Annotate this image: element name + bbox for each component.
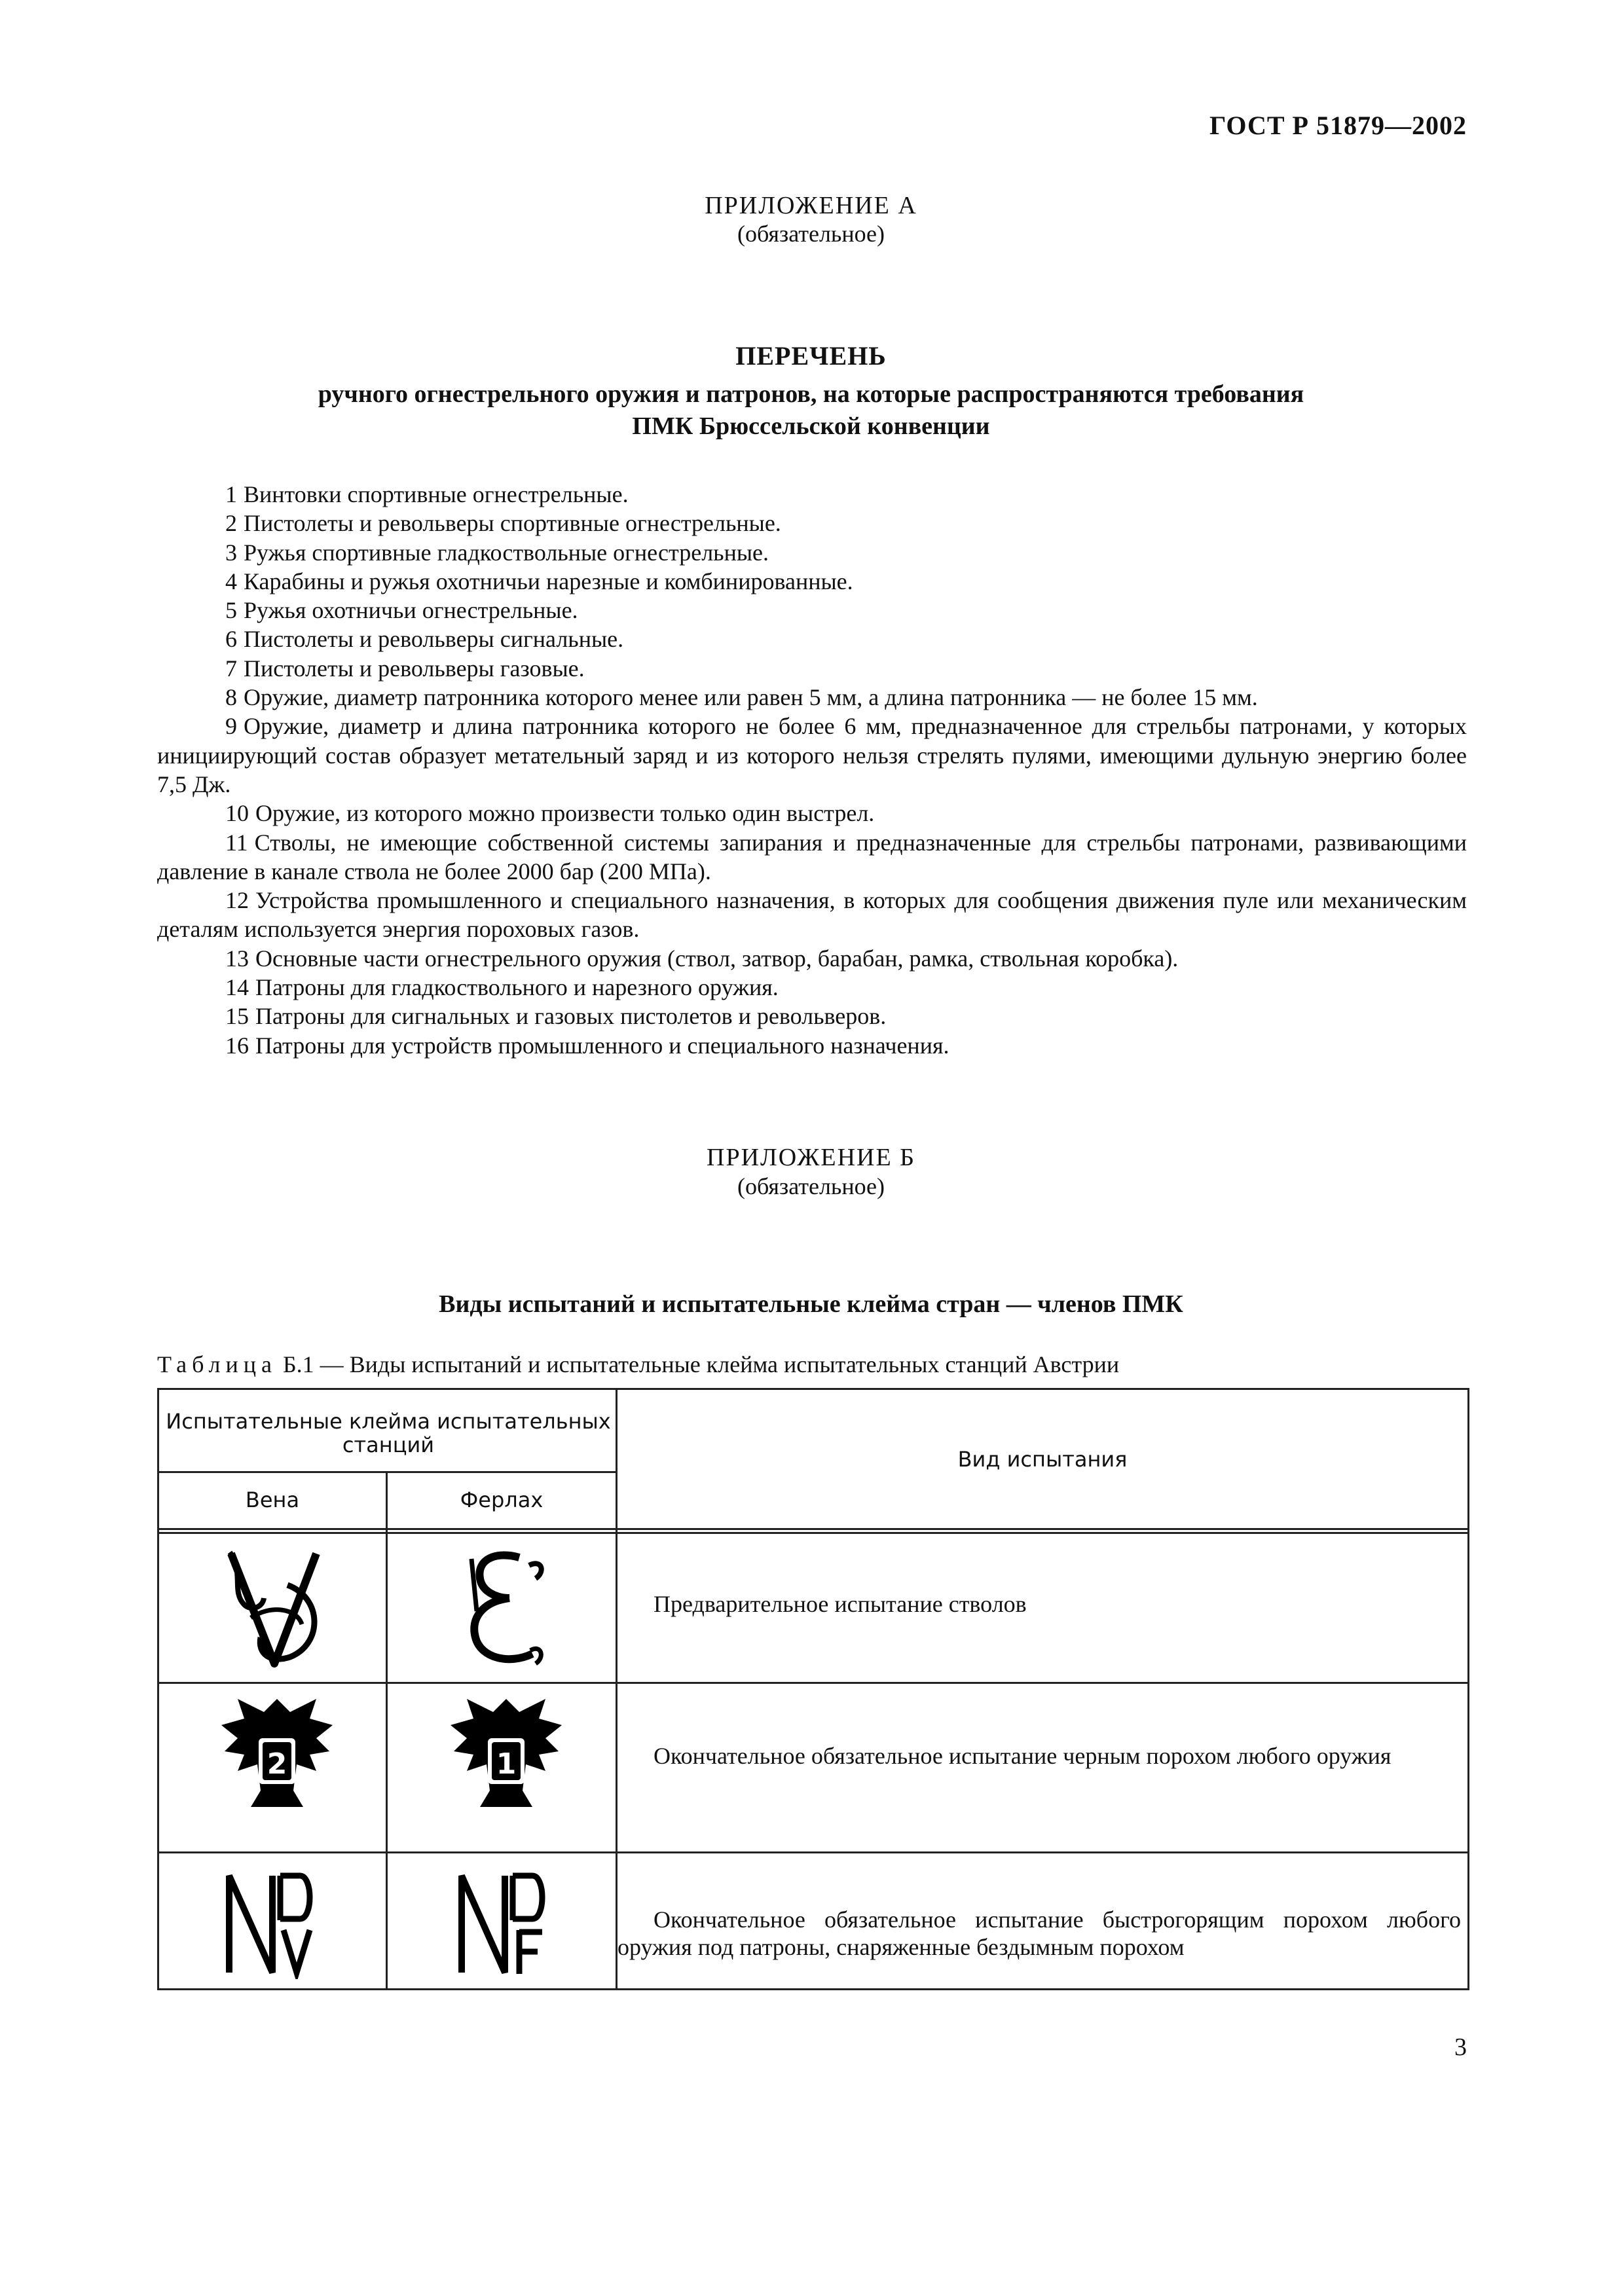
- caption-text: Б.1 — Виды испытаний и испытательные клейма испытательных станций Австрии: [282, 1351, 1120, 1377]
- items-list: [157, 480, 1467, 1060]
- table-caption: [157, 1351, 1119, 1378]
- ferlach-e-mark: [457, 1546, 549, 1670]
- vienna-v-mark: [225, 1546, 323, 1670]
- header-ferlach: Ферлах: [460, 1487, 544, 1512]
- list-subtitle-2: ПМК Брюссельской конвенции: [632, 412, 990, 440]
- ferlach-npf-mark: [454, 1868, 552, 1979]
- list-item: 16 Патроны для устройств промышленного и специального назначения.: [225, 1032, 949, 1059]
- vienna-npv-mark: [221, 1868, 320, 1979]
- standard-number: ГОСТ Р 51879—2002: [1209, 111, 1467, 140]
- list-title: ПЕРЕЧЕНЬ: [735, 341, 887, 371]
- ferlach-eagle-mark: [447, 1692, 565, 1817]
- appendix-b-title: ПРИЛОЖЕНИЕ Б: [707, 1144, 915, 1171]
- list-item: 15 Патроны для сигнальных и газовых пистолетов и револьверов.: [225, 1003, 887, 1030]
- list-item: 4 Карабины и ружья охотничьи нарезные и комбинированные.: [225, 568, 853, 594]
- list-item: 13 Основные части огнестрельного оружия (ствол, затвор, барабан, рамка, ствольная коробка).: [225, 945, 1179, 972]
- caption-label: Таблица: [157, 1351, 277, 1377]
- vienna-eagle-number: 2: [267, 1747, 287, 1781]
- appendix-a-title: ПРИЛОЖЕНИЕ А: [705, 192, 917, 219]
- page-number: 3: [1454, 2033, 1467, 2061]
- list-item: 14 Патроны для гладкоствольного и нарезного оружия.: [225, 974, 779, 1001]
- test-marks-table: [157, 1388, 1469, 1990]
- list-item: 1 Винтовки спортивные огнестрельные.: [225, 481, 629, 507]
- appendix-b-heading: Виды испытаний и испытательные клейма стран — членов ПМК: [439, 1290, 1183, 1318]
- header-stations: Испытательные клейма испытательных станций: [166, 1409, 611, 1457]
- list-item: 10 Оружие, из которого можно произвести только один выстрел.: [225, 800, 875, 827]
- list-item: 7 Пистолеты и револьверы газовые.: [225, 655, 585, 682]
- list-item: 11 Стволы, не имеющие собственной системы запирания и предназначенные для стрельбы патронами, развивающими давление в канале ствола не более 2000 бар (200 МПа).: [157, 829, 1467, 884]
- list-item: 8 Оружие, диаметр патронника которого менее или равен 5 мм, а длина патронника — не более 15 мм.: [225, 684, 1258, 711]
- list-item: 12 Устройства промышленного и специального назначения, в которых для сообщения движения пуле или механическим деталям используется энергия пороховых газов.: [157, 887, 1467, 943]
- appendix-b-status: (обязательное): [737, 1173, 885, 1199]
- list-subtitle-1: ручного огнестрельного оружия и патронов, на которые распространяются требования: [318, 380, 1304, 408]
- list-item: 5 Ружья охотничьи огнестрельные.: [225, 597, 578, 624]
- header-vienna: Вена: [245, 1487, 300, 1512]
- row-1-test: Предварительное испытание стволов: [654, 1591, 1027, 1617]
- list-item: 2 Пистолеты и револьверы спортивные огнестрельные.: [225, 510, 781, 537]
- row-2-test: Окончательное обязательное испытание черным порохом любого оружия: [654, 1743, 1392, 1769]
- list-item: 6 Пистолеты и револьверы сигнальные.: [225, 626, 624, 653]
- appendix-a-status: (обязательное): [737, 221, 885, 247]
- vienna-eagle-mark: [218, 1692, 336, 1817]
- ferlach-eagle-number: 1: [496, 1747, 517, 1781]
- row-3-test: Окончательное обязательное испытание быстрогорящим порохом любого оружия под патроны, снаряженные бездымным порохом: [617, 1906, 1461, 1960]
- list-item: 3 Ружья спортивные гладкоствольные огнестрельные.: [225, 539, 769, 566]
- header-test-type: Вид испытания: [957, 1447, 1128, 1472]
- list-item: 9 Оружие, диаметр и длина патронника которого не более 6 мм, предназначенное для стрельбы патронами, у которых инициирующий состав образует метательный заряд и из которого нельзя стрелять пулями, имеющими дульную энергию более 7,5 Дж.: [157, 713, 1467, 797]
